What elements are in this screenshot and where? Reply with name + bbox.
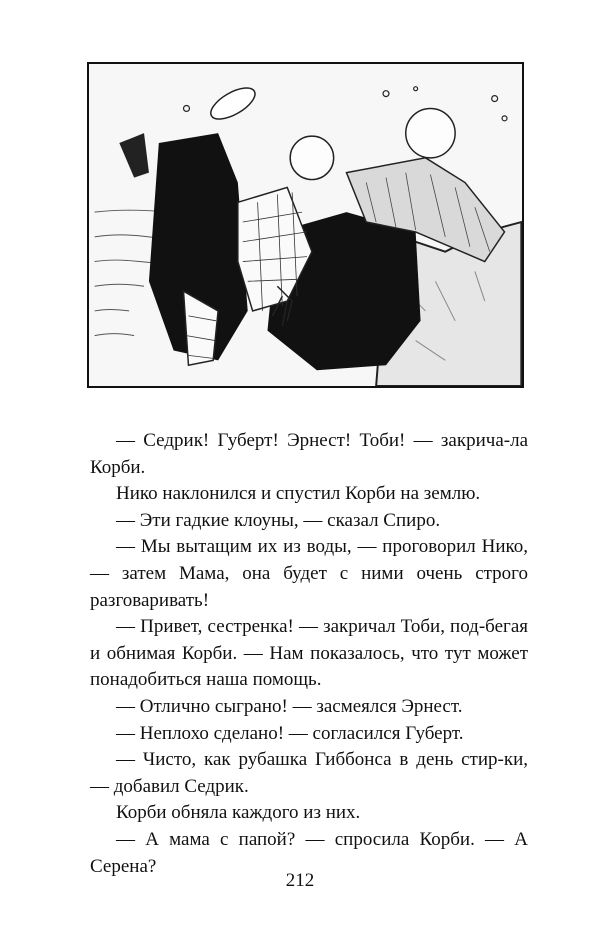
illustration-drawing <box>89 64 522 386</box>
page-number: 212 <box>285 870 315 891</box>
paragraph: — Отлично сыграно! — засмеялся Эрнест. <box>116 695 463 717</box>
paragraph: — А мама с папой? — спросила Корби. — А Серена? <box>90 828 528 877</box>
book-illustration <box>87 62 524 388</box>
paragraph: Корби обняла каждого из них. <box>116 802 361 824</box>
paragraph: — Привет, сестренка! — закричал Тоби, под-бегая и обнимая Корби. — Нам показалось, что тут может понадобиться наша помощь. <box>90 616 528 691</box>
paragraph: — Эти гадкие клоуны, — сказал Спиро. <box>116 509 441 531</box>
paragraph: — Чисто, как рубашка Гиббонса в день стир-ки, — добавил Седрик. <box>90 749 528 797</box>
paragraph: Нико наклонился и спустил Корби на землю. <box>116 483 481 505</box>
paragraph: — Мы вытащим их из воды, — проговорил Нико, — затем Мама, она будет с ними очень строго разговаривать! <box>90 536 528 611</box>
paragraph: — Седрик! Губерт! Эрнест! Тоби! — закрича-ла Корби. <box>90 430 528 478</box>
body-text <box>90 428 528 880</box>
paragraph: — Неплохо сделано! — согласился Губерт. <box>116 722 464 744</box>
